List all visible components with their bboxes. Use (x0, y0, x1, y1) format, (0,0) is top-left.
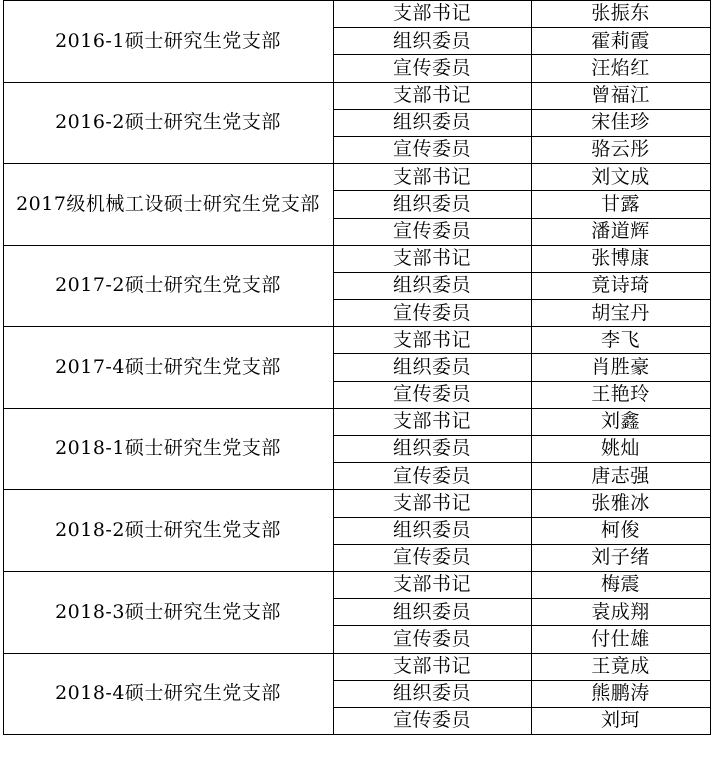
role-cell: 组织委员 (333, 28, 531, 55)
role-cell: 宣传委员 (333, 218, 531, 245)
branch-name-cell: 2017-4硕士研究生党支部 (3, 327, 333, 409)
role-cell: 组织委员 (333, 436, 531, 463)
person-name-cell: 姚灿 (531, 436, 710, 463)
person-name-cell: 胡宝丹 (531, 300, 710, 327)
table-row (3, 571, 710, 598)
table-row (3, 653, 710, 680)
role-cell: 组织委员 (333, 599, 531, 626)
person-name-cell: 唐志强 (531, 463, 710, 490)
table-row (3, 408, 710, 435)
person-name-cell: 甘露 (531, 191, 710, 218)
role-cell: 宣传委员 (333, 463, 531, 490)
role-cell: 支部书记 (333, 490, 531, 517)
branch-name-cell: 2017-2硕士研究生党支部 (3, 245, 333, 327)
person-name-cell: 王艳玲 (531, 381, 710, 408)
table-row (3, 245, 710, 272)
person-name-cell: 潘道辉 (531, 218, 710, 245)
table-body (3, 1, 710, 735)
role-cell: 宣传委员 (333, 381, 531, 408)
person-name-cell: 李飞 (531, 327, 710, 354)
role-cell: 支部书记 (333, 408, 531, 435)
table-row (3, 164, 710, 191)
branch-name-cell: 2016-2硕士研究生党支部 (3, 82, 333, 164)
role-cell: 支部书记 (333, 82, 531, 109)
branch-name-cell: 2017级机械工设硕士研究生党支部 (3, 164, 333, 246)
role-cell: 组织委员 (333, 109, 531, 136)
person-name-cell: 刘子绪 (531, 544, 710, 571)
person-name-cell: 袁成翔 (531, 599, 710, 626)
branch-name-cell: 2016-1硕士研究生党支部 (3, 1, 333, 83)
table-row (3, 82, 710, 109)
person-name-cell: 霍莉霞 (531, 28, 710, 55)
table-row (3, 1, 710, 28)
branch-name-cell: 2018-2硕士研究生党支部 (3, 490, 333, 572)
role-cell: 宣传委员 (333, 707, 531, 734)
role-cell: 支部书记 (333, 245, 531, 272)
role-cell: 组织委员 (333, 272, 531, 299)
person-name-cell: 张雅冰 (531, 490, 710, 517)
role-cell: 宣传委员 (333, 55, 531, 82)
person-name-cell: 张振东 (531, 1, 710, 28)
table-row (3, 327, 710, 354)
role-cell: 组织委员 (333, 354, 531, 381)
role-cell: 支部书记 (333, 571, 531, 598)
person-name-cell: 刘文成 (531, 164, 710, 191)
person-name-cell: 竟诗琦 (531, 272, 710, 299)
branch-name-cell: 2018-4硕士研究生党支部 (3, 653, 333, 735)
role-cell: 组织委员 (333, 191, 531, 218)
person-name-cell: 肖胜豪 (531, 354, 710, 381)
role-cell: 支部书记 (333, 164, 531, 191)
person-name-cell: 刘鑫 (531, 408, 710, 435)
person-name-cell: 骆云彤 (531, 136, 710, 163)
person-name-cell: 刘珂 (531, 707, 710, 734)
person-name-cell: 王竟成 (531, 653, 710, 680)
person-name-cell: 张博康 (531, 245, 710, 272)
branch-name-cell: 2018-3硕士研究生党支部 (3, 571, 333, 653)
role-cell: 组织委员 (333, 680, 531, 707)
person-name-cell: 付仕雄 (531, 626, 710, 653)
role-cell: 支部书记 (333, 327, 531, 354)
person-name-cell: 汪焰红 (531, 55, 710, 82)
role-cell: 宣传委员 (333, 300, 531, 327)
role-cell: 支部书记 (333, 1, 531, 28)
branch-name-cell: 2018-1硕士研究生党支部 (3, 408, 333, 490)
person-name-cell: 梅震 (531, 571, 710, 598)
role-cell: 支部书记 (333, 653, 531, 680)
person-name-cell: 宋佳珍 (531, 109, 710, 136)
role-cell: 组织委员 (333, 517, 531, 544)
role-cell: 宣传委员 (333, 626, 531, 653)
person-name-cell: 熊鹏涛 (531, 680, 710, 707)
party-branch-roster-table (3, 0, 711, 735)
person-name-cell: 柯俊 (531, 517, 710, 544)
person-name-cell: 曾福江 (531, 82, 710, 109)
role-cell: 宣传委员 (333, 544, 531, 571)
table-row (3, 490, 710, 517)
role-cell: 宣传委员 (333, 136, 531, 163)
